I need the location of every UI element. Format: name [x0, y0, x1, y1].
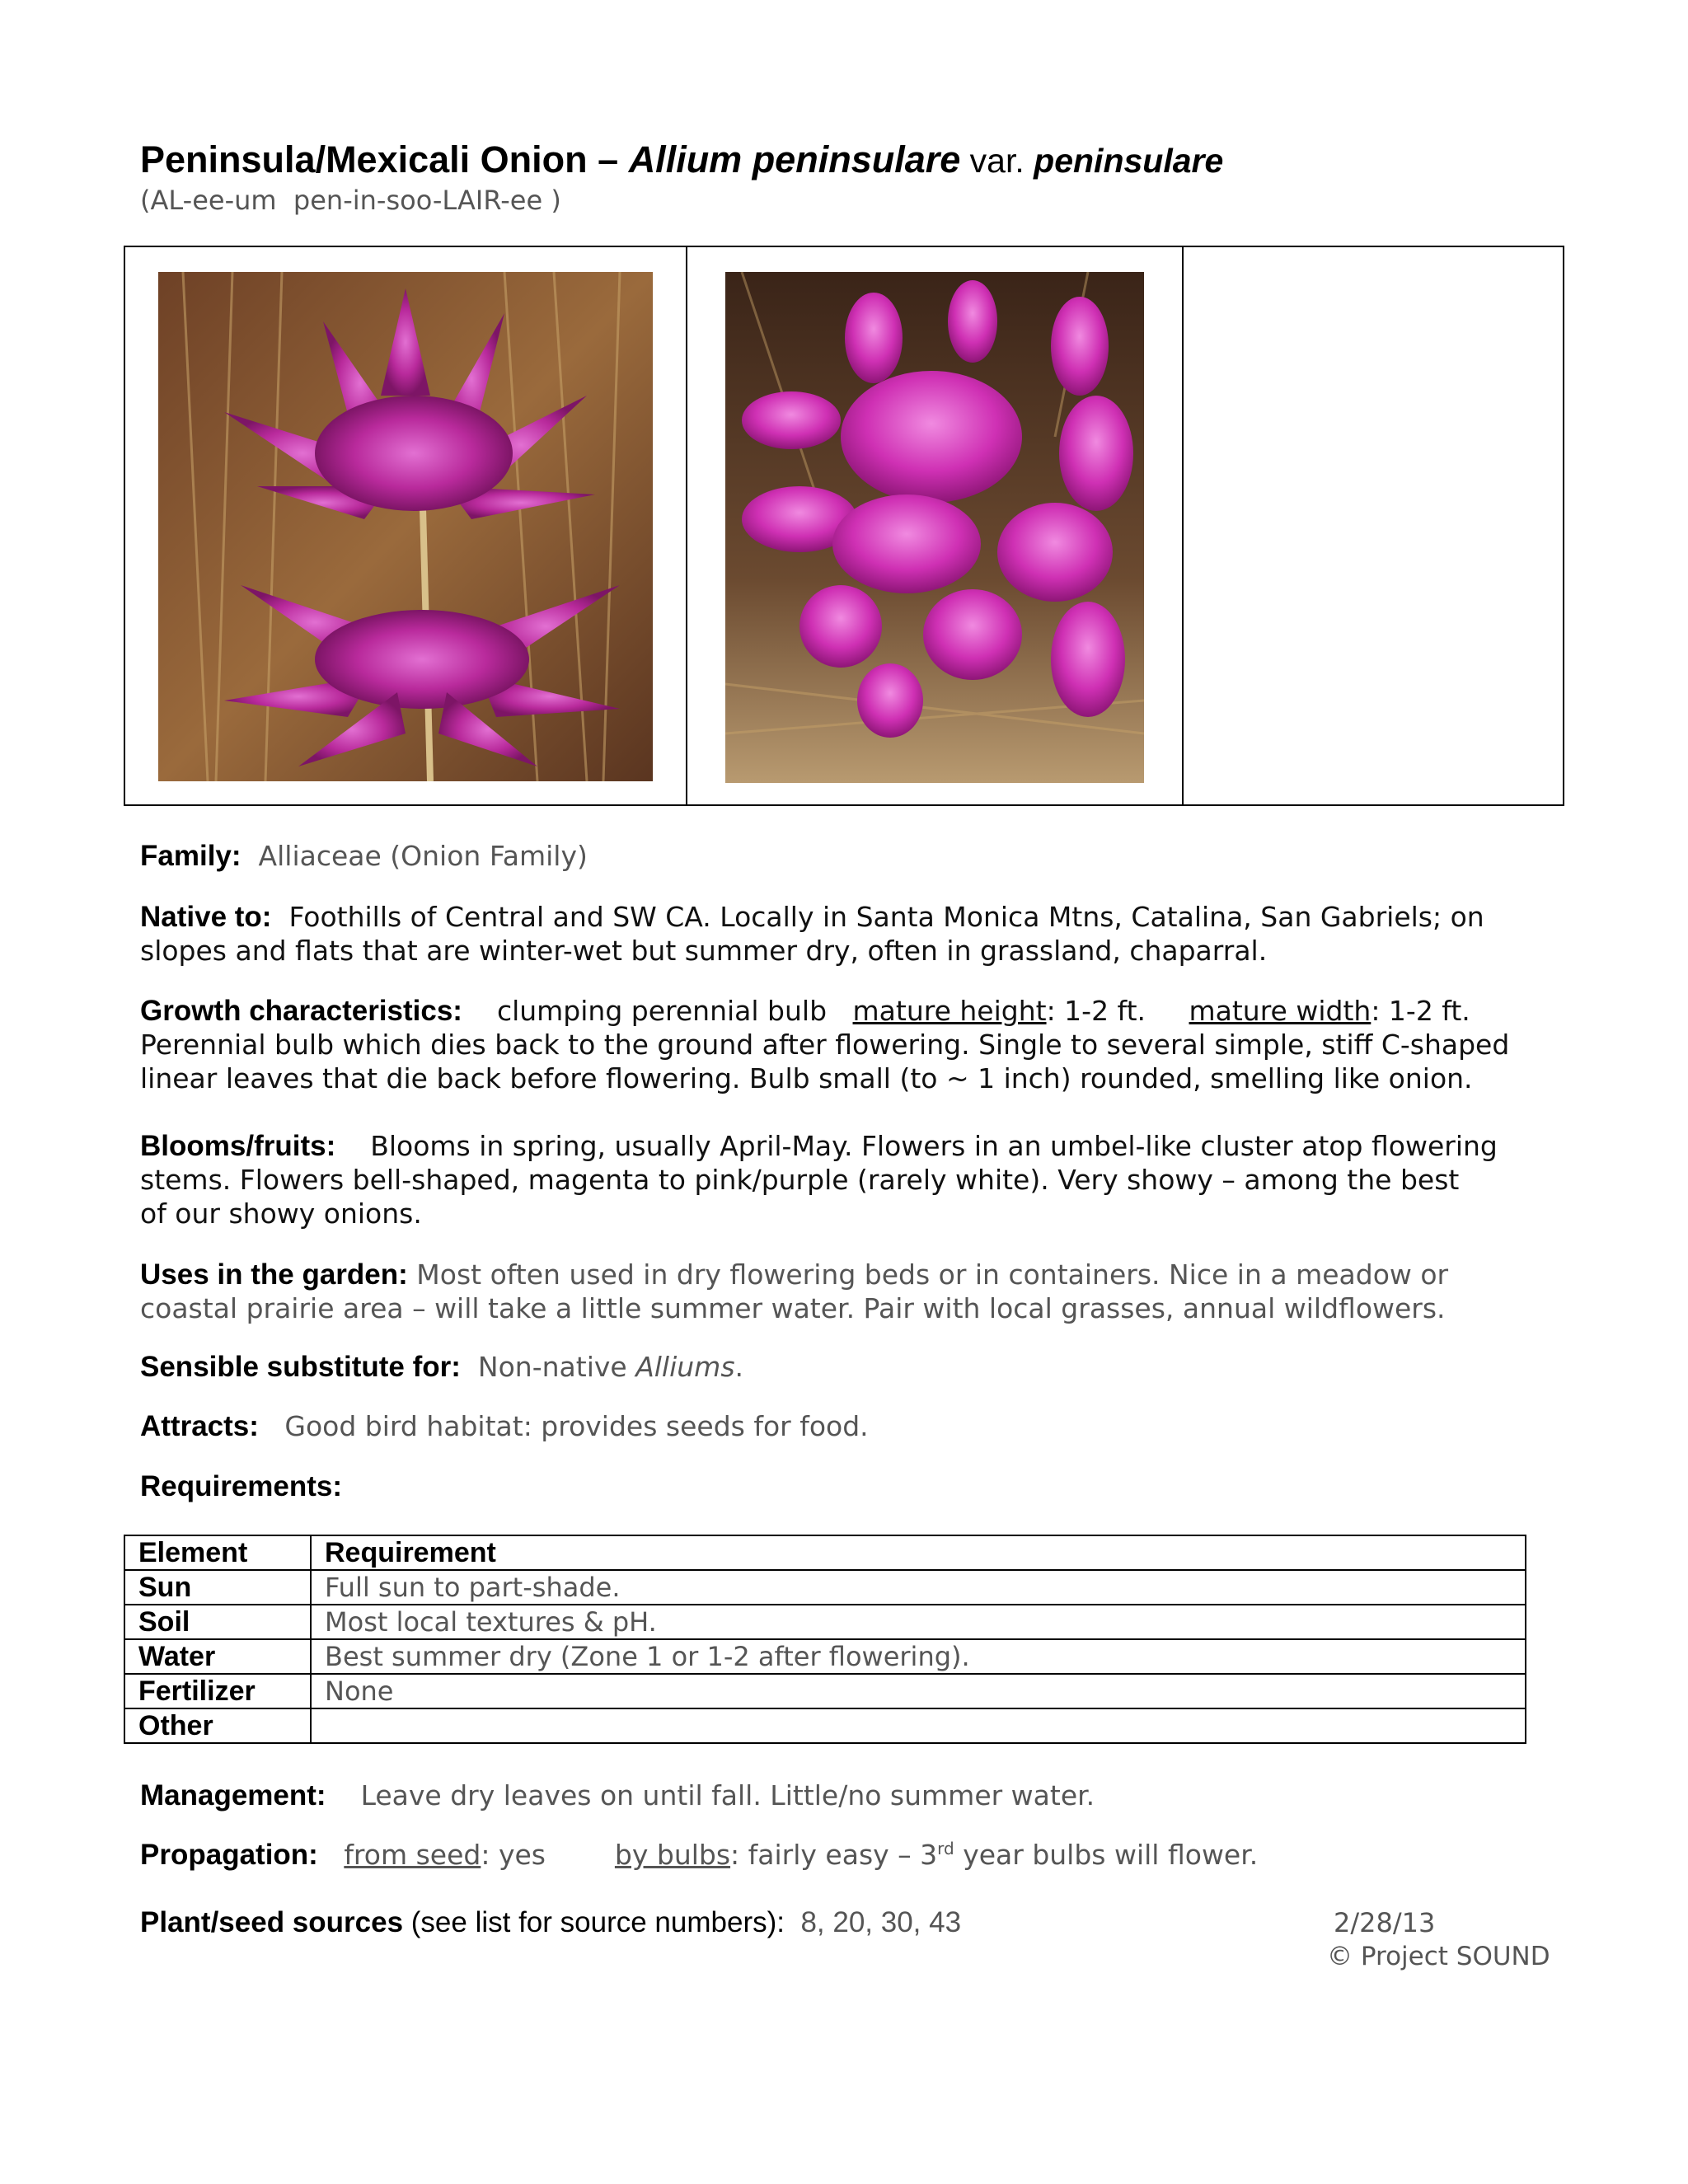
uses-section: [140, 1258, 1550, 1325]
seed-label: from seed: [344, 1839, 481, 1871]
variety-name: peninsulare: [1034, 142, 1224, 180]
row-element: Other: [124, 1708, 311, 1743]
attracts-section: [140, 1409, 1550, 1443]
row-element: Sun: [124, 1570, 311, 1605]
width-value: : 1-2 ft.: [1371, 995, 1470, 1027]
requirements-label: Requirements:: [140, 1470, 343, 1502]
bulb-value-post: year bulbs will flower.: [954, 1839, 1259, 1871]
growth-habit: clumping perennial bulb: [496, 995, 828, 1027]
bulb-value-pre: : fairly easy – 3: [730, 1839, 938, 1871]
blooms-line3: of our showy onions.: [140, 1197, 422, 1230]
family-label: Family:: [140, 840, 241, 872]
var-word: var.: [960, 142, 1034, 180]
row-requirement: Most local textures & pH.: [311, 1605, 1526, 1639]
photo-divider: [1182, 247, 1184, 804]
photo-divider: [686, 247, 687, 804]
native-line1: Foothills of Central and SW CA. Locally in Santa Monica Mtns, Catalina, San Gabriels; on: [288, 901, 1484, 933]
requirements-heading: [140, 1470, 1550, 1503]
photo-table: [124, 246, 1564, 806]
flower-photo-2: [725, 272, 1144, 783]
attracts-value: Good bird habitat: provides seeds for food.: [284, 1410, 869, 1442]
table-header-row: [124, 1535, 1526, 1570]
row-requirement: None: [311, 1674, 1526, 1708]
sources-label: Plant/seed sources: [140, 1906, 404, 1938]
requirements-table: [124, 1535, 1526, 1744]
growth-label: Growth characteristics:: [140, 995, 462, 1027]
propagation-label: Propagation:: [140, 1839, 318, 1871]
title-dash: –: [587, 138, 629, 180]
uses-line2: coastal prairie area – will take a little summer water. Pair with local grasses, annual wildflowers.: [140, 1292, 1446, 1324]
footer-date: 2/28/13: [1334, 1907, 1436, 1938]
propagation-section: [140, 1838, 1550, 1872]
height-value: : 1-2 ft.: [1046, 995, 1146, 1027]
blooms-line2: stems. Flowers bell-shaped, magenta to pink/purple (rarely white). Very showy – among the best: [140, 1164, 1460, 1196]
management-section: [140, 1779, 1550, 1812]
row-element: Water: [124, 1639, 311, 1674]
seed-value: : yes: [481, 1839, 546, 1871]
substitute-suffix: .: [734, 1351, 744, 1383]
table-row: [124, 1674, 1526, 1708]
row-requirement: [311, 1708, 1526, 1743]
row-element: Fertilizer: [124, 1674, 311, 1708]
attracts-label: Attracts:: [140, 1410, 259, 1442]
uses-line1: Most often used in dry flowering beds or in containers. Nice in a meadow or: [416, 1258, 1449, 1291]
family-section: [140, 839, 1550, 873]
height-label: mature height: [852, 995, 1047, 1027]
blooms-label: Blooms/fruits:: [140, 1130, 336, 1162]
flower-photo-2-image: [725, 272, 1144, 783]
flower-photo-1-image: [158, 272, 653, 781]
pronunciation: (AL-ee-um pen-in-soo-LAIR-ee ): [140, 185, 561, 216]
family-value: Alliaceae (Onion Family): [258, 840, 588, 872]
table-row: [124, 1708, 1526, 1743]
management-value: Leave dry leaves on until fall. Little/no summer water.: [360, 1779, 1095, 1811]
scientific-name: Allium peninsulare: [628, 138, 961, 180]
native-line2: slopes and flats that are winter-wet but summer dry, often in grassland, chaparral.: [140, 935, 1268, 967]
row-requirement: Full sun to part-shade.: [311, 1570, 1526, 1605]
management-label: Management:: [140, 1779, 326, 1811]
row-requirement: Best summer dry (Zone 1 or 1-2 after flowering).: [311, 1639, 1526, 1674]
blooms-line1: Blooms in spring, usually April-May. Flowers in an umbel-like cluster atop flowering: [370, 1130, 1498, 1162]
table-row: [124, 1639, 1526, 1674]
table-row: [124, 1605, 1526, 1639]
native-label: Native to:: [140, 901, 272, 933]
table-row: [124, 1570, 1526, 1605]
native-section: [140, 900, 1550, 968]
bulb-label: by bulbs: [614, 1839, 731, 1871]
growth-line3: linear leaves that die back before flowering. Bulb small (to ~ 1 inch) rounded, smelling like onion.: [140, 1062, 1473, 1094]
substitute-prefix: Non-native: [477, 1351, 636, 1383]
sources-note: (see list for source numbers):: [403, 1906, 785, 1938]
substitute-italic: Alliums: [635, 1351, 735, 1383]
substitute-section: [140, 1350, 1550, 1384]
width-label: mature width: [1189, 995, 1372, 1027]
row-element: Soil: [124, 1605, 311, 1639]
flower-photo-1: [158, 272, 653, 781]
header-element: Element: [124, 1535, 311, 1570]
growth-line2: Perennial bulb which dies back to the ground after flowering. Single to several simple, stiff C-shaped: [140, 1029, 1510, 1061]
uses-label: Uses in the garden:: [140, 1258, 408, 1291]
footer-copyright: © Project SOUND: [1327, 1942, 1550, 1971]
substitute-label: Sensible substitute for:: [140, 1351, 461, 1383]
header-requirement: Requirement: [311, 1535, 1526, 1570]
sources-value: 8, 20, 30, 43: [800, 1906, 962, 1938]
common-name: Peninsula/Mexicali Onion: [140, 138, 588, 180]
bulb-sup: rd: [937, 1839, 954, 1858]
growth-section: [140, 994, 1550, 1095]
blooms-section: [140, 1129, 1550, 1230]
page-title: [140, 138, 1223, 181]
